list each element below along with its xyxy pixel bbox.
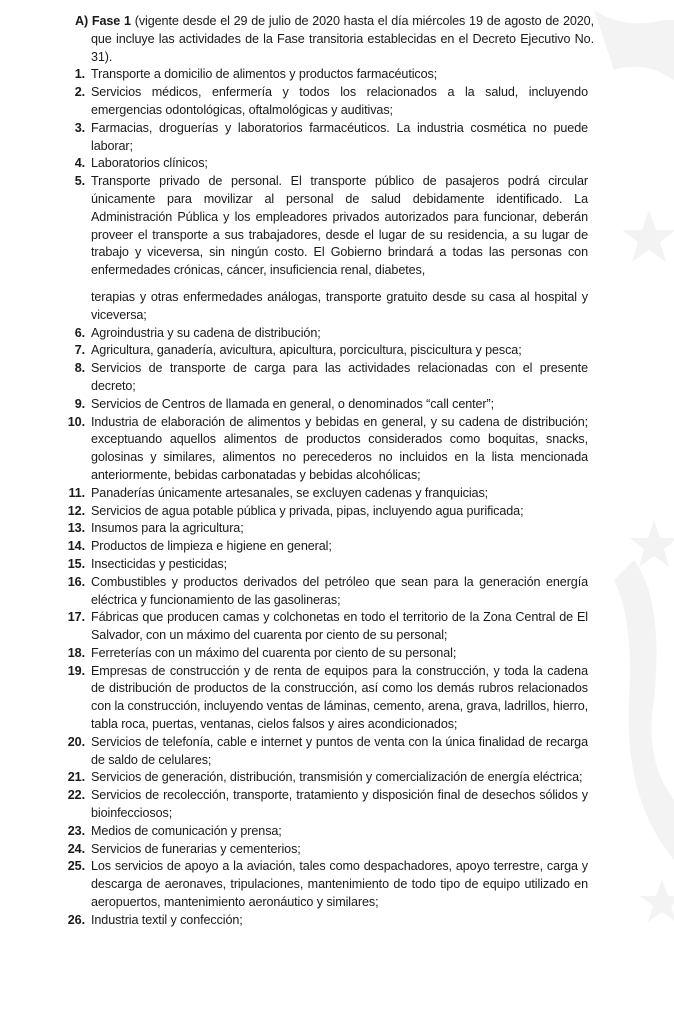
item-number: 19. bbox=[67, 663, 85, 678]
list-item bbox=[67, 841, 588, 859]
item-text: Laboratorios clínicos; bbox=[91, 156, 208, 171]
list-item bbox=[91, 289, 588, 325]
item-number: 11. bbox=[68, 485, 85, 500]
document-body bbox=[0, 13, 674, 930]
item-number: 4. bbox=[74, 156, 85, 171]
item-number: 2. bbox=[74, 85, 85, 100]
item-number: 14. bbox=[67, 539, 85, 554]
phase-description: (vigente desde el 29 de julio de 2020 hasta el día miércoles 19 de agosto de 2020, que incluye las actividades de la Fase transitoria establecidas en el Decreto Ejecutivo No. 31). bbox=[91, 14, 594, 64]
item-text: Servicios de telefonía, cable e internet y puntos de venta con la única finalidad de recarga de saldo de celulares; bbox=[91, 734, 588, 767]
item-number: 25. bbox=[67, 859, 85, 874]
item-number: 3. bbox=[74, 120, 85, 135]
list-item bbox=[67, 503, 588, 521]
item-text: Servicios de transporte de carga para las actividades relacionadas con el presente decreto; bbox=[91, 361, 588, 393]
item-text: Productos de limpieza e higiene en general; bbox=[91, 539, 332, 554]
list-item bbox=[67, 787, 588, 823]
item-text: Insumos para la agricultura; bbox=[91, 521, 244, 536]
item-text: Combustibles y productos derivados del petróleo que sean para la generación energía eléctrica y funcionamiento de las gasolineras; bbox=[91, 574, 588, 607]
phase-heading bbox=[75, 13, 594, 66]
item-text: Servicios de agua potable pública y privada, pipas, incluyendo agua purificada; bbox=[91, 503, 524, 518]
item-text: Ferreterías con un máximo del cuarenta por ciento de su personal; bbox=[91, 645, 457, 660]
item-number: 18. bbox=[67, 645, 85, 660]
list-item bbox=[74, 155, 588, 173]
item-text: Servicios de funerarias y cementerios; bbox=[91, 841, 301, 856]
list-item bbox=[67, 538, 588, 556]
activities-list bbox=[0, 66, 674, 929]
item-text: Servicios de Centros de llamada en general, o denominados “call center”; bbox=[91, 396, 495, 411]
list-item bbox=[67, 663, 588, 734]
item-text: Servicios médicos, enfermería y todos los relacionados a la salud, incluyendo emergencias odontológicas, oftalmológicas y auditivas; bbox=[91, 85, 588, 117]
item-text: Servicios de generación, distribución, transmisión y comercialización de energía eléctrica; bbox=[91, 770, 583, 785]
list-item bbox=[67, 769, 588, 787]
item-text: Transporte a domicilio de alimentos y productos farmacéuticos; bbox=[91, 67, 438, 82]
item-text: Transporte privado de personal. El transporte público de pasajeros podrá circular únicamente para movilizar al personal de salud debidamente identificado. La Administración Pública y los empleadores privados autorizados para funcionar, deberán proveer el transporte a sus trabajadores, desde el lugar de su residencia, a su lugar de trabajo y viceversa, sin ningún costo. El Gobierno brindará a todas las personas con enfermedades crónicas, cáncer, insuficiencia renal, diabetes, bbox=[91, 174, 588, 278]
item-number: 21. bbox=[67, 770, 85, 785]
list-item bbox=[68, 485, 588, 503]
list-item bbox=[67, 520, 588, 538]
item-number: 17. bbox=[67, 610, 85, 625]
item-number: 5. bbox=[74, 174, 85, 189]
item-text: Industria de elaboración de alimentos y bebidas en general, y su cadena de distribución; exceptuando aquellos alimentos de productos considerados como boquitas, snacks, golosinas y similares, alimentos no perecederos no incluidos en la lista mencionada anteriormente, bebidas carbonatadas y bebidas alcohólicas; bbox=[91, 414, 588, 482]
item-number: 10. bbox=[67, 414, 85, 429]
item-text: Farmacias, droguerías y laboratorios farmacéuticos. La industria cosmética no puede laborar; bbox=[91, 120, 588, 153]
item-text: Medios de comunicación y prensa; bbox=[91, 823, 282, 838]
list-item bbox=[74, 84, 588, 120]
item-text: Panaderías únicamente artesanales, se excluyen cadenas y franquicias; bbox=[91, 485, 489, 500]
item-text: Industria textil y confección; bbox=[91, 912, 243, 927]
list-item bbox=[67, 556, 588, 574]
list-item bbox=[67, 574, 588, 610]
item-number: 9. bbox=[74, 396, 85, 411]
item-number: 7. bbox=[74, 343, 85, 358]
phase-label: A) Fase 1 bbox=[75, 14, 131, 28]
item-number: 24. bbox=[67, 841, 85, 856]
list-item bbox=[67, 734, 588, 770]
list-item bbox=[67, 609, 588, 645]
item-text: Agricultura, ganadería, avicultura, apicultura, porcicultura, piscicultura y pesca; bbox=[91, 343, 522, 358]
item-text: terapias y otras enfermedades análogas, transporte gratuito desde su casa al hospital y viceversa; bbox=[91, 289, 588, 322]
item-number: 1. bbox=[74, 67, 85, 82]
item-number: 22. bbox=[67, 788, 85, 803]
item-text: Agroindustria y su cadena de distribución; bbox=[91, 325, 321, 340]
item-number: 16. bbox=[67, 574, 85, 589]
item-number: 8. bbox=[74, 361, 85, 376]
list-item bbox=[74, 360, 588, 396]
item-text: Servicios de recolección, transporte, tratamiento y disposición final de desechos sólidos y bioinfecciosos; bbox=[91, 788, 588, 821]
list-item bbox=[74, 120, 588, 156]
item-text: Empresas de construcción y de renta de equipos para la construcción, y toda la cadena de distribución de productos de la construcción, así como los demás rubros relacionados con la construcción, incluyendo ventas de láminas, cemento, arena, grava, ladrillos, hierro, tabla roca, puertas, ventanas, cielos falsos y aires acondicionados; bbox=[91, 663, 588, 732]
item-number: 15. bbox=[67, 556, 85, 571]
item-number: 12. bbox=[67, 503, 85, 518]
item-text: Fábricas que producen camas y colchonetas en todo el territorio de la Zona Central de El Salvador, con un máximo del cuarenta por ciento de su personal; bbox=[91, 610, 588, 643]
list-item bbox=[74, 66, 588, 84]
list-item bbox=[74, 342, 588, 360]
item-number: 26. bbox=[67, 912, 85, 927]
item-number: 20. bbox=[67, 734, 85, 749]
item-number: 23. bbox=[67, 823, 85, 838]
list-item bbox=[67, 823, 588, 841]
item-number: 13. bbox=[67, 521, 85, 536]
item-text: Insecticidas y pesticidas; bbox=[91, 556, 227, 571]
list-item bbox=[67, 912, 588, 930]
list-item bbox=[67, 414, 588, 485]
list-item bbox=[74, 396, 588, 414]
list-item bbox=[74, 173, 588, 280]
item-text: Los servicios de apoyo a la aviación, tales como despachadores, apoyo terrestre, carga y descarga de aeronaves, tripulaciones, mantenimiento de todo tipo de equipo utilizado en aeropuertos, mantenimiento aeronáutico y similares; bbox=[91, 859, 588, 910]
list-item bbox=[67, 858, 588, 911]
list-item bbox=[67, 645, 588, 663]
list-item bbox=[74, 325, 588, 343]
item-number: 6. bbox=[74, 325, 85, 340]
